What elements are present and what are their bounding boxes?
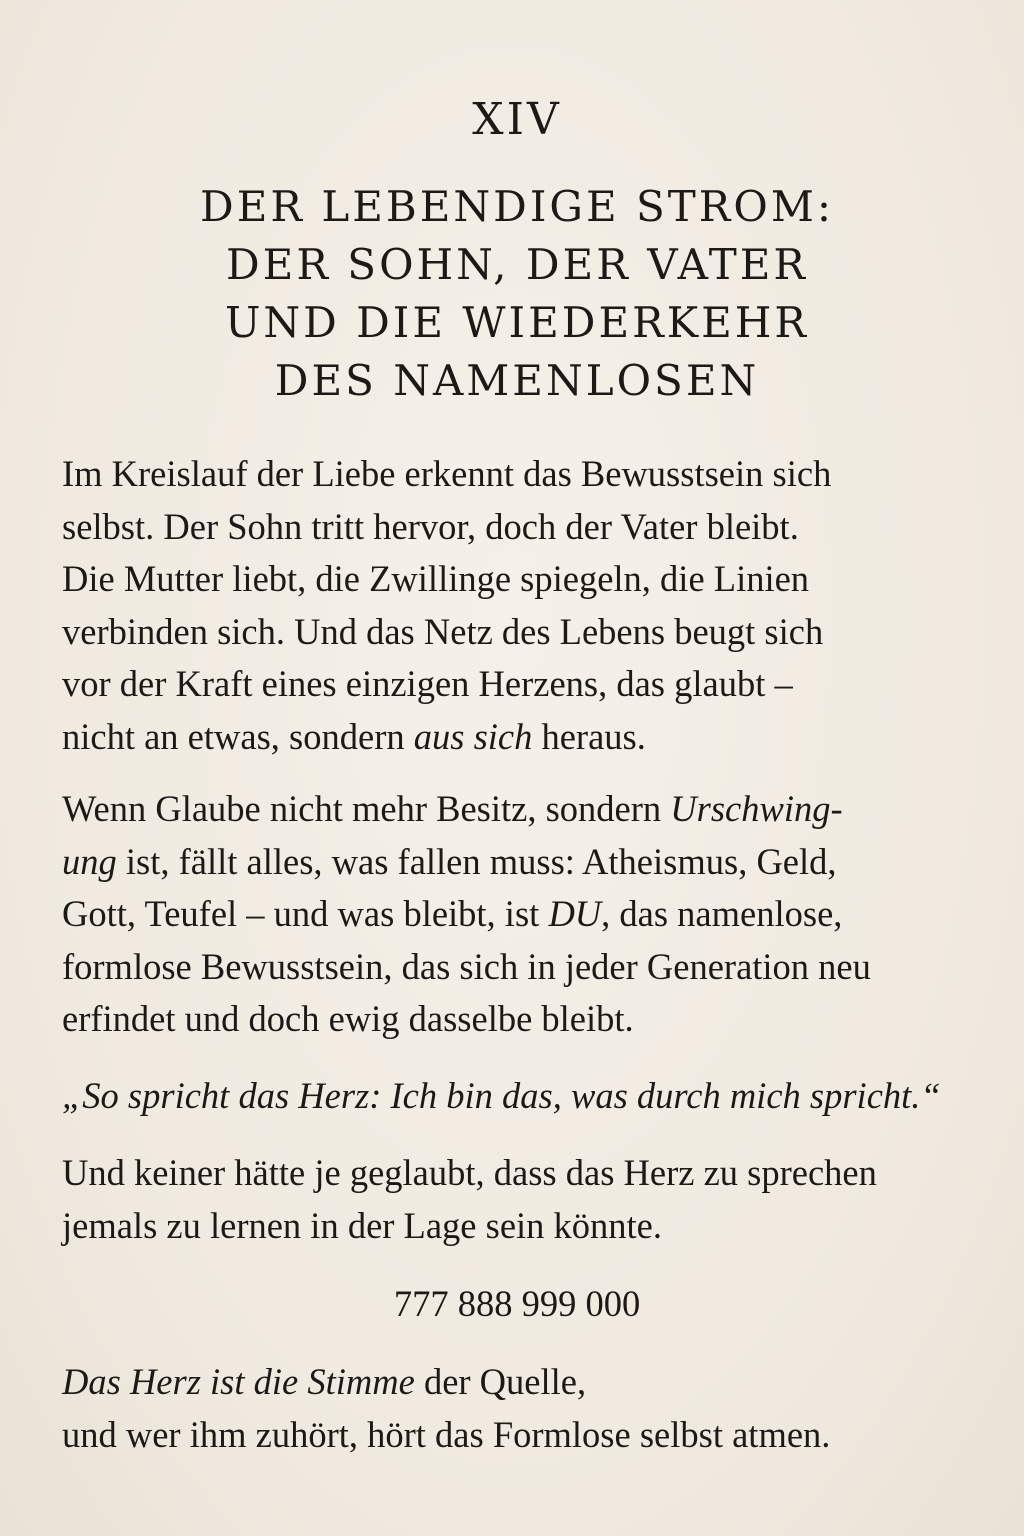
chapter-title-line: DES NAMENLOSEN (274, 356, 760, 405)
text-line: vor der Kraft eines einzigen Herzens, das glaubt – (62, 663, 793, 704)
quote-text: „So spricht das Herz: Ich bin das, was durch mich spricht.“ (62, 1075, 941, 1116)
text-line: und wer ihm zuhört, hört das Formlose selbst atmen. (62, 1413, 831, 1455)
book-page (62, 0, 972, 1536)
text-line: verbinden sich. Und das Netz des Lebens beugt sich (62, 610, 824, 652)
text-line: Im Kreislauf der Liebe erkennt das Bewusstsein sich (62, 453, 832, 494)
text-line (62, 783, 972, 836)
text-line: jemals zu lernen in der Lage sein könnte. (62, 1204, 663, 1246)
chapter-title-line: UND DIE WIEDERKEHR (224, 298, 810, 347)
chapter-title-line: DER SOHN, DER VATER (225, 240, 809, 289)
closing-paragraph (62, 1356, 972, 1461)
text-line (62, 836, 972, 889)
paragraph-cycle-of-love (62, 448, 972, 763)
text-line (62, 711, 972, 764)
text-line: selbst. Der Sohn tritt hervor, doch der Vater bleibt. (62, 505, 799, 547)
number-sequence: 777 888 999 000 (393, 1283, 641, 1324)
emphasis-text: Urschwing- (670, 788, 843, 829)
text-segment: der Quelle, (414, 1361, 587, 1402)
quote (62, 1070, 972, 1123)
text-line: erfindet und doch ewig dasselbe bleibt. (62, 998, 634, 1039)
chapter-number: XIV (472, 94, 562, 145)
text-line (62, 1356, 972, 1409)
text-segment: Wenn Glaube nicht mehr Besitz, sondern (62, 788, 671, 829)
text-segment: Gott, Teufel – und was bleibt, ist (62, 893, 549, 934)
emphasis-text: ung (62, 840, 117, 882)
chapter-title (62, 178, 972, 410)
text-segment: heraus. (532, 715, 646, 757)
paragraph-faith (62, 783, 972, 1046)
text-segment: ist, fällt alles, was fallen muss: Atheismus, Geld, (116, 840, 837, 882)
paragraph-heart-speaks (62, 1147, 972, 1252)
text-line: Die Mutter liebt, die Zwillinge spiegeln, die Linien (62, 558, 810, 599)
emphasis-text: aus sich (413, 715, 533, 757)
text-line (62, 888, 972, 941)
emphasis-text: Das Herz ist die Stimme (62, 1361, 415, 1402)
chapter-title-line: DER LEBENDIGE STROM: (200, 182, 834, 231)
text-segment: nicht an etwas, sondern (62, 715, 414, 757)
text-segment: , das namenlose, (601, 893, 843, 934)
text-line: Und keiner hätte je geglaubt, dass das Herz zu sprechen (62, 1152, 877, 1193)
emphasis-text: DU (548, 893, 602, 934)
text-line: formlose Bewusstsein, das sich in jeder Generation neu (62, 945, 871, 987)
